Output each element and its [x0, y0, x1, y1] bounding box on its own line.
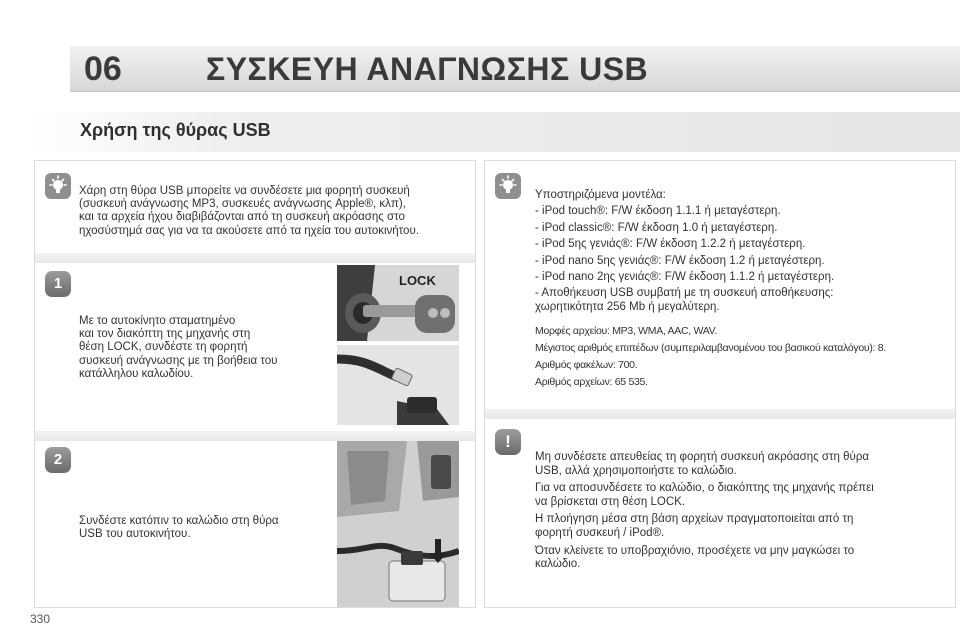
warning-line: USB, αλλά χρησιμοποιήστε το καλώδιο. [535, 464, 737, 477]
step-2-row [35, 441, 475, 609]
spec-line: Μέγιστος αριθμός επιπέδων (συμπεριλαμβανομένου του βασικού καταλόγου): 8. [535, 342, 886, 354]
intro-text [79, 185, 471, 238]
step-1-line: θέση LOCK, συνδέστε τη φορητή [79, 341, 248, 354]
warning-line: καλώδιο. [535, 558, 581, 571]
warning-line: Για να αποσυνδέσετε το καλώδιο, ο διακόπτης της μηχανής πρέπει [535, 482, 874, 495]
step-2-text [79, 515, 311, 541]
row-separator [35, 253, 475, 263]
page-number: 330 [30, 612, 51, 626]
supported-item: - Αποθήκευση USB συμβατή με τη συσκευή αποθήκευσης: [535, 287, 834, 300]
usb-port-image [337, 441, 459, 607]
supported-item: - iPod nano 5ης γενιάς®: F/W έκδοση 1.2 ή μεταγέστερη. [535, 254, 825, 267]
intro-line: ηχοσύστημά σας για να τα ακούσετε από τα ηχεία του αυτοκινήτου. [79, 224, 419, 237]
supported-devices-text [535, 187, 947, 315]
spec-line: Αριθμός φακέλων: 700. [535, 359, 638, 371]
step-1-line: και τον διακόπτη της μηχανής στη [79, 328, 251, 341]
section-band [30, 112, 960, 152]
supported-item: χωρητικότητα 256 Mb ή μεγαλύτερη. [535, 300, 720, 313]
left-panel [34, 160, 476, 608]
lightbulb-icon [495, 173, 521, 199]
step-1-line: Με το αυτοκίνητο σταματημένο [79, 315, 236, 327]
step-1-text [79, 315, 311, 381]
step-1-line: κατάλληλου καλωδίου. [79, 367, 194, 380]
intro-line: Χάρη στη θύρα USB μπορείτε να συνδέσετε μια φορητή συσκευή [79, 185, 410, 197]
step-1-row [35, 263, 475, 431]
warning-line: να βρίσκεται στη θέση LOCK. [535, 495, 686, 508]
spec-line: Αριθμός αρχείων: 65 535. [535, 376, 648, 388]
warning-line: Όταν κλείνετε το υποβραχιόνιο, προσέχετε να μην μαγκώσει το [535, 544, 855, 557]
chapter-title: ΣΥΣΚΕΥΗ ΑΝΑΓΝΩΣΗΣ USB [206, 51, 649, 87]
warning-text [535, 451, 947, 572]
intro-row [35, 161, 475, 253]
ignition-lock-image [337, 265, 459, 341]
step-2-icon: 2 [45, 447, 71, 473]
supported-item: - iPod touch®: F/W έκδοση 1.1.1 ή μεταγέστερη. [535, 205, 781, 218]
supported-item: - iPod nano 2ης γενιάς®: F/W έκδοση 1.1.2 ή μεταγέστερη. [535, 271, 835, 284]
warning-line: φορητή συσκευή / iPod®. [535, 526, 665, 539]
chapter-number: 06 [84, 50, 122, 88]
warning-row [485, 419, 955, 609]
lock-label: LOCK [399, 273, 436, 288]
intro-line: και τα αρχεία ήχου διαβιβάζονται από τη συσκευή ακρόασης στο [79, 211, 405, 224]
supported-title: Υποστηριζόμενα μοντέλα: [535, 189, 666, 201]
supported-item: - iPod classic®: F/W έκδοση 1.0 ή μεταγέστερη. [535, 221, 778, 234]
section-title: Χρήση της θύρας USB [80, 120, 271, 140]
step-1-line: συσκευή ανάγνωσης με τη βοήθεια του [79, 354, 278, 367]
step-1-icon: 1 [45, 271, 71, 297]
warning-line: Μη συνδέσετε απευθείας τη φορητή συσκευή ακρόασης στη θύρα [535, 451, 870, 463]
spec-line: Μορφές αρχείου: MP3, WMA, AAC, WAV. [535, 325, 717, 337]
supported-item: - iPod 5ης γενιάς®: F/W έκδοση 1.2.2 ή μεταγέστερη. [535, 238, 806, 251]
file-specs [535, 323, 951, 391]
cable-image [337, 345, 459, 425]
intro-line: (συσκευή ανάγνωσης MP3, συσκευές ανάγνωσης Apple®, κλπ), [79, 198, 406, 211]
warning-icon: ! [495, 429, 521, 455]
row-separator [35, 431, 475, 441]
row-separator [485, 409, 955, 419]
step-2-line: Συνδέστε κατόπιν το καλώδιο στη θύρα [79, 515, 279, 527]
lightbulb-icon [45, 173, 71, 199]
ignition-key-illustration [337, 265, 459, 341]
warning-line: Η πλοήγηση μέσα στη βάση αρχείων πραγματοποιείται από τη [535, 513, 854, 526]
chapter-header [70, 46, 960, 92]
usb-cable-illustration [337, 345, 459, 425]
right-panel [484, 160, 956, 608]
console-usb-illustration [337, 441, 459, 607]
step-2-line: USB του αυτοκινήτου. [79, 528, 191, 541]
supported-devices-row [485, 161, 955, 409]
